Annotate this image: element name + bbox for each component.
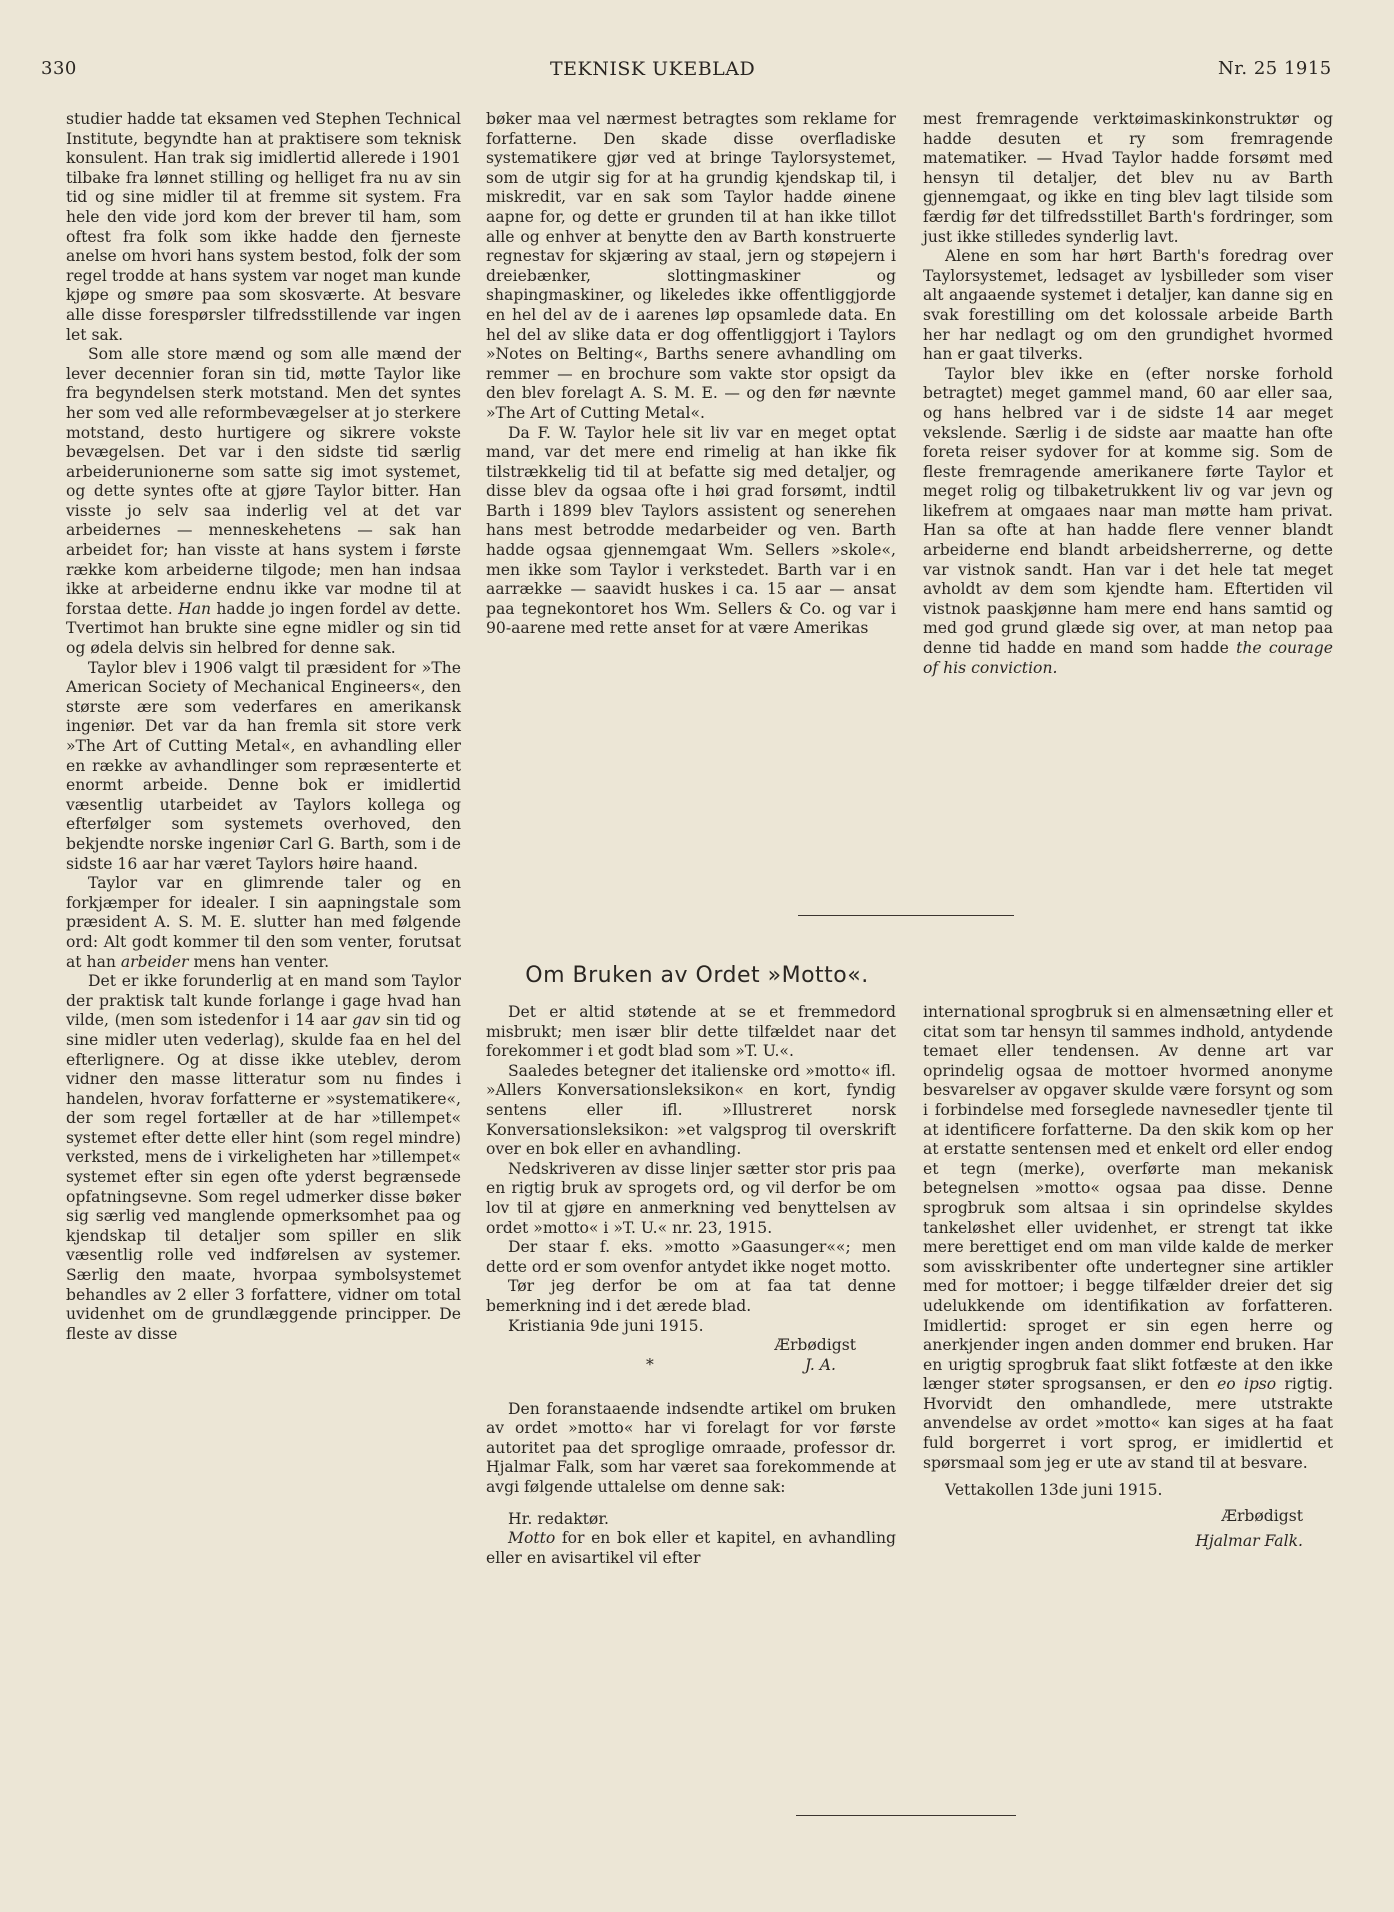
paragraph: Det er ikke forunderlig at en mand som Taylor der praktisk talt kunde forlange i gage hvad han vilde, (men som istedenfor i 14 aar gav sin tid og sine midler uten vederlag), skulde faa en hel del efterlignere. Og at disse ikke uteblev, derom vidner den masse litteratur som nu findes i handelen, hvorav forfatterne er »systematikere«, der som regel fortæller at de har »tillempet« systemet efter dette eller hint (som regel mindre) verksted, mens de i virkeligheten har »tillempet« systemet efter sin egen ofte yderst begrænsede opfatningsevne. Som regel udmerker disse bøker sig særlig ved manglende opmerksomhet paa og kjendskap til detaljer som spiller en slik væsentlig rolle ved indførelsen av systemer. Særlig den maate, hvorpaa symbolsystemet behandles av 2 eller 3 forfattere, vidner om total uvidenhet om de grundlæggende principper. De fleste av disse bbox=[66, 972, 461, 1343]
section-title: Om Bruken av Ordet »Motto«. bbox=[525, 963, 869, 988]
paragraph: Motto for en bok eller et kapitel, en avhandling eller en avisartikel vil efter bbox=[486, 1529, 896, 1567]
paragraph: bøker maa vel nærmest betragtes som reklame for forfatterne. Den skade disse overfladiske systematikere gjør ved at bringe Taylorsystemet, som de utgir sig for at ha grundig kjendskap til, i miskredit, var en sak som Taylor hadde øinene aapne for, og dette er grunden til at han ikke tillot alle og enhver at benytte den av Barth konstruerte regnestav for skjæring av staal, jern og støpejern i dreiebænker, slottingmaskiner og shapingmaskiner, og likeledes ikke offentliggjorde en hel del av de i aarenes løp opsamlede data. En hel del av slike data er dog offentliggjort i Taylors »Notes on Belting«, Barths senere avhandling om remmer — en brochure som vakte stor opsigt da den blev forelagt A. S. M. E. — og den før nævnte »The Art of Cutting Metal«. bbox=[486, 110, 896, 422]
paragraph: studier hadde tat eksamen ved Stephen Technical Institute, begyndte han at praktisere som teknisk konsulent. Han trak sig imidlertid allerede i 1901 tilbake fra lønnet stilling og helliget fra nu av sin tid og sine midler til at fremme sit system. Fra hele den vide jord kom der brever til ham, som oftest fra folk som ikke hadde den fjerneste anelse om hvori hans system bestod, folk der som regel trodde at hans system var noget man kunde kjøpe og smøre paa som skosværte. At besvare alle disse forespørsler tilfredsstillende var ingen let sak. bbox=[66, 110, 461, 344]
column-5 bbox=[923, 1003, 1333, 1552]
paragraph: Taylor blev i 1906 valgt til præsident for »The American Society of Mechanical Engineers«, den største ære som vederfares en amerikansk ingeniør. Det var da han fremla sit store verk »The Art of Cutting Metal«, en avhandling eller en række av avhandlinger som repræsenterte et enormt arbeide. Denne bok er imidlertid væsentlig utarbeidet av Taylors kollega og efterfølger som systemets overhoved, den bekjendte norske ingeniør Carl G. Barth, som i de sidste 16 aar har været Taylors høire haand. bbox=[66, 658, 461, 873]
issue-label: Nr. 25 1915 bbox=[1218, 58, 1332, 79]
closing: Ærbødigst bbox=[1221, 1506, 1303, 1525]
column-4 bbox=[486, 1003, 896, 1568]
paragraph: Det er altid støtende at se et fremmedord misbrukt; men især blir dette tilfældet naar det forekommer i et godt blad som »T. U.«. bbox=[486, 1003, 896, 1061]
signature-row bbox=[486, 1356, 896, 1376]
paragraph: Taylor var en glimrende taler og en forkjæmper for idealer. I sin aapningstale som præsident A. S. M. E. slutter han med følgende ord: Alt godt kommer til den som venter, forutsat at han arbeider mens han venter. bbox=[66, 874, 461, 971]
column-2 bbox=[486, 110, 896, 639]
paragraph: Saaledes betegner det italienske ord »motto« ifl. »Allers Konversationsleksikon« en kort, fyndig sentens eller ifl. »Illustreret norsk Konversationsleksikon: »et valgsprog til overskrift over en bok eller en avhandling. bbox=[486, 1061, 896, 1159]
divider-rule bbox=[798, 915, 1014, 916]
column-1 bbox=[66, 110, 461, 1344]
column-3 bbox=[923, 110, 1333, 678]
paragraph: Tør jeg derfor be om at faa tat denne bemerkning ind i det ærede blad. bbox=[486, 1277, 896, 1315]
paragraph: Taylor blev ikke en (efter norske forhold betragtet) meget gammel mand, 60 aar eller saa, og hans helbred var i de sidste 14 aar meget vekslende. Særlig i de sidste aar maatte han ofte foreta reiser sydover for at komme sig. Som de fleste fremragende amerikanere førte Taylor et meget rolig og tilbaketrukkent liv og var jevn og likefrem at omgaaes naar man møtte ham privat. Han sa ofte at han hadde flere venner blandt arbeiderne end blandt arbeidsherrerne, og dette var vistnok sandt. Han var i det hele tat meget avholdt av dem som kjendte ham. Eftertiden vil vistnok paaskjønne ham mere end hans samtid og med god grund glæde sig over, at man netop paa denne tid hadde en mand som hadde the courage of his conviction. bbox=[923, 364, 1333, 677]
dateline: Kristiania 9de juni 1915. bbox=[508, 1316, 704, 1335]
paragraph: Den foranstaaende indsendte artikel om bruken av ordet »motto« har vi forelagt for vor første autoritet paa det sproglige omraade, professor dr. Hjalmar Falk, som har været saa forekommende at avgi følgende uttalelse om denne sak: bbox=[486, 1399, 896, 1497]
closing: Ærbødigst bbox=[774, 1336, 856, 1355]
paragraph: international sprogbruk si en almensætning eller et citat som tar hensyn til sammes indhold, antydende temaet eller tendensen. Av denne art var oprindelig ogsaa de mottoer hvormed anonyme besvarelser av opgaver skulde være forsynt og som i forbindelse med forseglede navnesedler tjente til at identificere forfatterne. Da den skik kom op her at erstatte sentensen med et enkelt ord eller endog et tegn (merke), overførte man mekanisk betegnelsen »motto« ogsaa paa disse. Denne sprogbruk som altsaa i sin oprindelse skyldes tankeløshet eller uvidenhet, er strengt tat ikke mere berettiget end om man vilde kalde de merker som avisskribenter ofte undertegner sine artikler med for mottoer; i begge tilfælder dreier det sig udelukkende om identifikation av forfatteren. Imidlertid: sproget er sin egen herre og anerkjender ingen anden dommer end bruken. Har en urigtig sprogbruk faat slikt fotfæste at den ikke længer støter sprogsansen, er den eo ipso rigtig. Hvorvidt den omhandlede, mere utstrakte anvendelse av ordet »motto« kan siges at ha faat fuld borgerret i vort sprog, er imidlertid et spørsmaal som jeg er ute av stand til at besvare. bbox=[923, 1003, 1333, 1472]
divider-rule bbox=[796, 1815, 1016, 1816]
asterisk: * bbox=[646, 1355, 654, 1374]
journal-title: TEKNISK UKEBLAD bbox=[550, 58, 756, 80]
paragraph: mest fremragende verktøimaskinkonstruktør og hadde desuten et ry som fremragende matematiker. — Hvad Taylor hadde forsømt med hensyn til detaljer, det blev nu av Barth gjennemgaat, og ikke en ting blev lagt tilside som færdig før det tilfredsstillet Barth's fordringer, som just ikke stilledes synderlig lavt. bbox=[923, 110, 1333, 246]
paragraph: Da F. W. Taylor hele sit liv var en meget optat mand, var det mere end rimelig at han ikke fik tilstrækkelig tid til at befatte sig med detaljer, og disse blev da ogsaa ofte i høi grad forsømt, indtil Barth i 1899 blev Taylors assistent og senerehen hans mest betrodde medarbeider og ven. Barth hadde ogsaa gjennemgaat Wm. Sellers »skole«, men ikke som Taylor i verkstedet. Barth var i en aarrække — saavidt huskes i ca. 15 aar — ansat paa tegnekontoret hos Wm. Sellers & Co. og var i 90-aarene med rette anset for at være Amerikas bbox=[486, 423, 896, 638]
paragraph: Alene en som har hørt Barth's foredrag over Taylorsystemet, ledsaget av lysbilleder som viser alt angaaende systemet i detaljer, kan danne sig en svak forestilling om det kolossale arbeide Barth her har nedlagt og om den grundighet hvormed han er gaat tilverks. bbox=[923, 247, 1333, 364]
signature: Hjalmar Falk. bbox=[1195, 1532, 1303, 1551]
dateline: Vettakollen 13de juni 1915. bbox=[945, 1481, 1163, 1500]
signature: J. A. bbox=[804, 1355, 836, 1374]
salutation: Hr. redaktør. bbox=[508, 1509, 610, 1528]
paragraph: Som alle store mænd og som alle mænd der lever decennier foran sin tid, møtte Taylor like fra begyndelsen sterk motstand. Men det syntes her som ved alle reformbevægelser at jo sterkere motstand, desto hurtigere og sikrere vokste bevægelsen. Det var i den sidste tid særlig arbeiderunionerne som satte sig imot systemet, og dette syntes ofte at gjøre Taylor bitter. Han visste jo selv saa inderlig vel at det var arbeidernes — menneskehetens — sak han arbeidet for; han visste at hans system i første række kom arbeiderne tilgode; men han indsaa ikke at arbeiderne endnu ikke var modne til at forstaa dette. Han hadde jo ingen fordel av dette. Tvertimot han brukte sine egne midler og sin tid og ødela delvis sin helbred for denne sak. bbox=[66, 345, 461, 658]
paragraph: Nedskriveren av disse linjer sætter stor pris paa en rigtig bruk av sprogets ord, og vil derfor be om lov til at gjøre en anmerkning ved benyttelsen av ordet »motto« i »T. U.« nr. 23, 1915. bbox=[486, 1159, 896, 1237]
paragraph: Der staar f. eks. »motto »Gaasunger««; men dette ord er som ovenfor antydet ikke noget motto. bbox=[486, 1238, 896, 1276]
page-number: 330 bbox=[41, 58, 77, 79]
